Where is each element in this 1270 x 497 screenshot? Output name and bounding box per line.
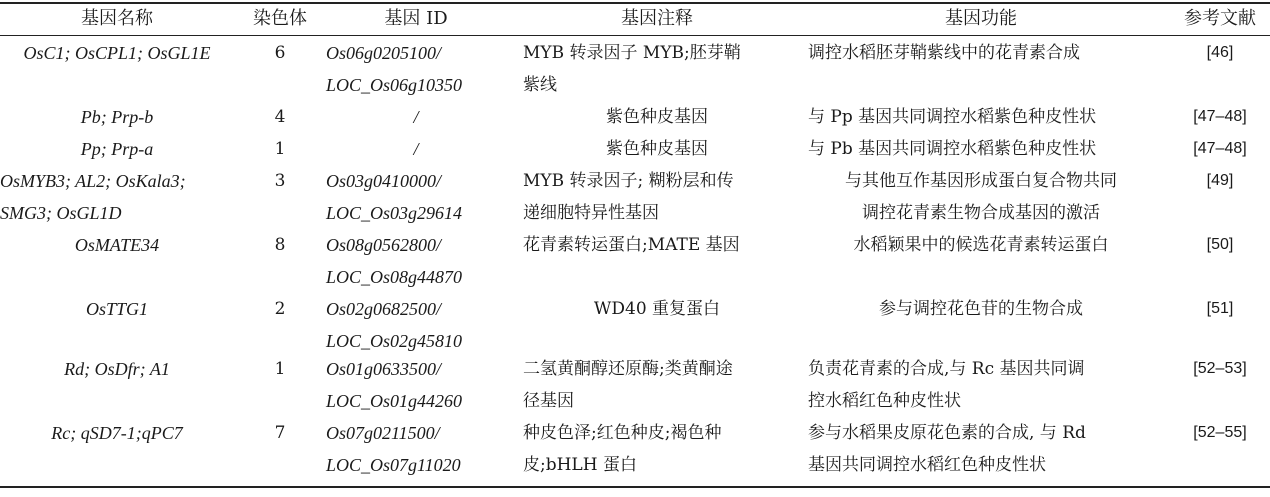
- table-row-3-chromosome: 1: [274, 139, 286, 159]
- table-row-6-annotation: WD40 重复蛋白: [593, 299, 721, 319]
- table-row-4-name: OsMYB3; AL2; OsKala3; SMG3; OsGL1D: [0, 171, 186, 223]
- table-row-4-annotation: MYB 转录因子; 糊粉层和传 递细胞特异性基因: [523, 171, 734, 223]
- header-gene-id: 基因 ID: [384, 8, 448, 29]
- table-row-8-reference: [52–55]: [1193, 424, 1247, 441]
- table-row-7-id: Os01g0633500/ LOC_Os01g44260: [326, 359, 463, 411]
- table-row-5-chromosome: 8: [274, 235, 286, 255]
- table-row-8-function: 参与水稻果皮原花色素的合成, 与 Rd 基因共同调控水稻红色种皮性状: [808, 423, 1086, 475]
- table-row-1-chromosome: 6: [274, 43, 286, 63]
- header-reference: 参考文献: [1184, 8, 1256, 29]
- table-row-2-function: 与 Pp 基因共同调控水稻紫色种皮性状: [808, 107, 1097, 127]
- table-row-6-reference: [51]: [1206, 300, 1234, 317]
- table-row-6-chromosome: 2: [274, 299, 286, 319]
- table-row-2-chromosome: 4: [274, 107, 286, 127]
- table-row-3-id: /: [413, 139, 419, 159]
- table-row-1-reference: [46]: [1206, 44, 1234, 61]
- table-row-6-name: OsTTG1: [85, 299, 149, 319]
- table-row-8-chromosome: 7: [274, 423, 286, 443]
- header-chromosome: 染色体: [253, 8, 307, 29]
- table-row-4-id: Os03g0410000/ LOC_Os03g29614: [326, 171, 463, 223]
- table-row-5-function: 水稻颖果中的候选花青素转运蛋白: [853, 235, 1109, 255]
- table-row-3-annotation: 紫色种皮基因: [606, 139, 708, 159]
- table-row-1-name: OsC1; OsCPL1; OsGL1E: [23, 43, 211, 63]
- table-bottom-rule: [0, 486, 1270, 488]
- table-row-3-function: 与 Pb 基因共同调控水稻紫色种皮性状: [808, 139, 1097, 159]
- header-gene-name: 基因名称: [81, 8, 153, 29]
- table-row-7-reference: [52–53]: [1193, 360, 1247, 377]
- table-row-4-function: 与其他互作基因形成蛋白复合物共同 调控花青素生物合成基因的激活: [845, 171, 1117, 223]
- table-row-1-id: Os06g0205100/ LOC_Os06g10350: [326, 43, 463, 95]
- table-row-4-reference: [49]: [1206, 172, 1234, 189]
- table-row-5-reference: [50]: [1206, 236, 1234, 253]
- table-row-5-id: Os08g0562800/ LOC_Os08g44870: [326, 235, 463, 287]
- table-header-rule: [0, 35, 1270, 36]
- table-row-8-id: Os07g0211500/ LOC_Os07g11020: [326, 423, 461, 475]
- table-row-2-id: /: [413, 107, 419, 127]
- table-row-7-name: Rd; OsDfr; A1: [64, 359, 170, 379]
- table-row-8-name: Rc; qSD7-1;qPC7: [51, 423, 183, 443]
- table-row-7-chromosome: 1: [274, 359, 286, 379]
- table-row-7-function: 负责花青素的合成,与 Rc 基因共同调 控水稻红色种皮性状: [808, 359, 1085, 411]
- table-row-1-annotation: MYB 转录因子 MYB;胚芽鞘 紫线: [523, 43, 741, 95]
- table-row-6-id: Os02g0682500/ LOC_Os02g45810: [326, 299, 463, 351]
- table-row-4-chromosome: 3: [274, 171, 286, 191]
- table-row-5-annotation: 花青素转运蛋白;MATE 基因: [523, 235, 740, 255]
- table-row-2-name: Pb; Prp-b: [80, 107, 154, 127]
- table-row-8-annotation: 种皮色泽;红色种皮;褐色种 皮;bHLH 蛋白: [523, 423, 722, 475]
- table-row-7-annotation: 二氢黄酮醇还原酶;类黄酮途 径基因: [523, 359, 733, 411]
- table-row-5-name: OsMATE34: [74, 235, 160, 255]
- table-row-2-reference: [47–48]: [1193, 108, 1247, 125]
- table-row-3-name: Pp; Prp-a: [80, 139, 154, 159]
- table-row-6-function: 参与调控花色苷的生物合成: [879, 299, 1083, 319]
- table-row-1-function: 调控水稻胚芽鞘紫线中的花青素合成: [808, 43, 1080, 63]
- header-gene-function: 基因功能: [945, 8, 1017, 29]
- table-row-3-reference: [47–48]: [1193, 140, 1247, 157]
- table-row-2-annotation: 紫色种皮基因: [606, 107, 708, 127]
- header-gene-annotation: 基因注释: [621, 8, 693, 29]
